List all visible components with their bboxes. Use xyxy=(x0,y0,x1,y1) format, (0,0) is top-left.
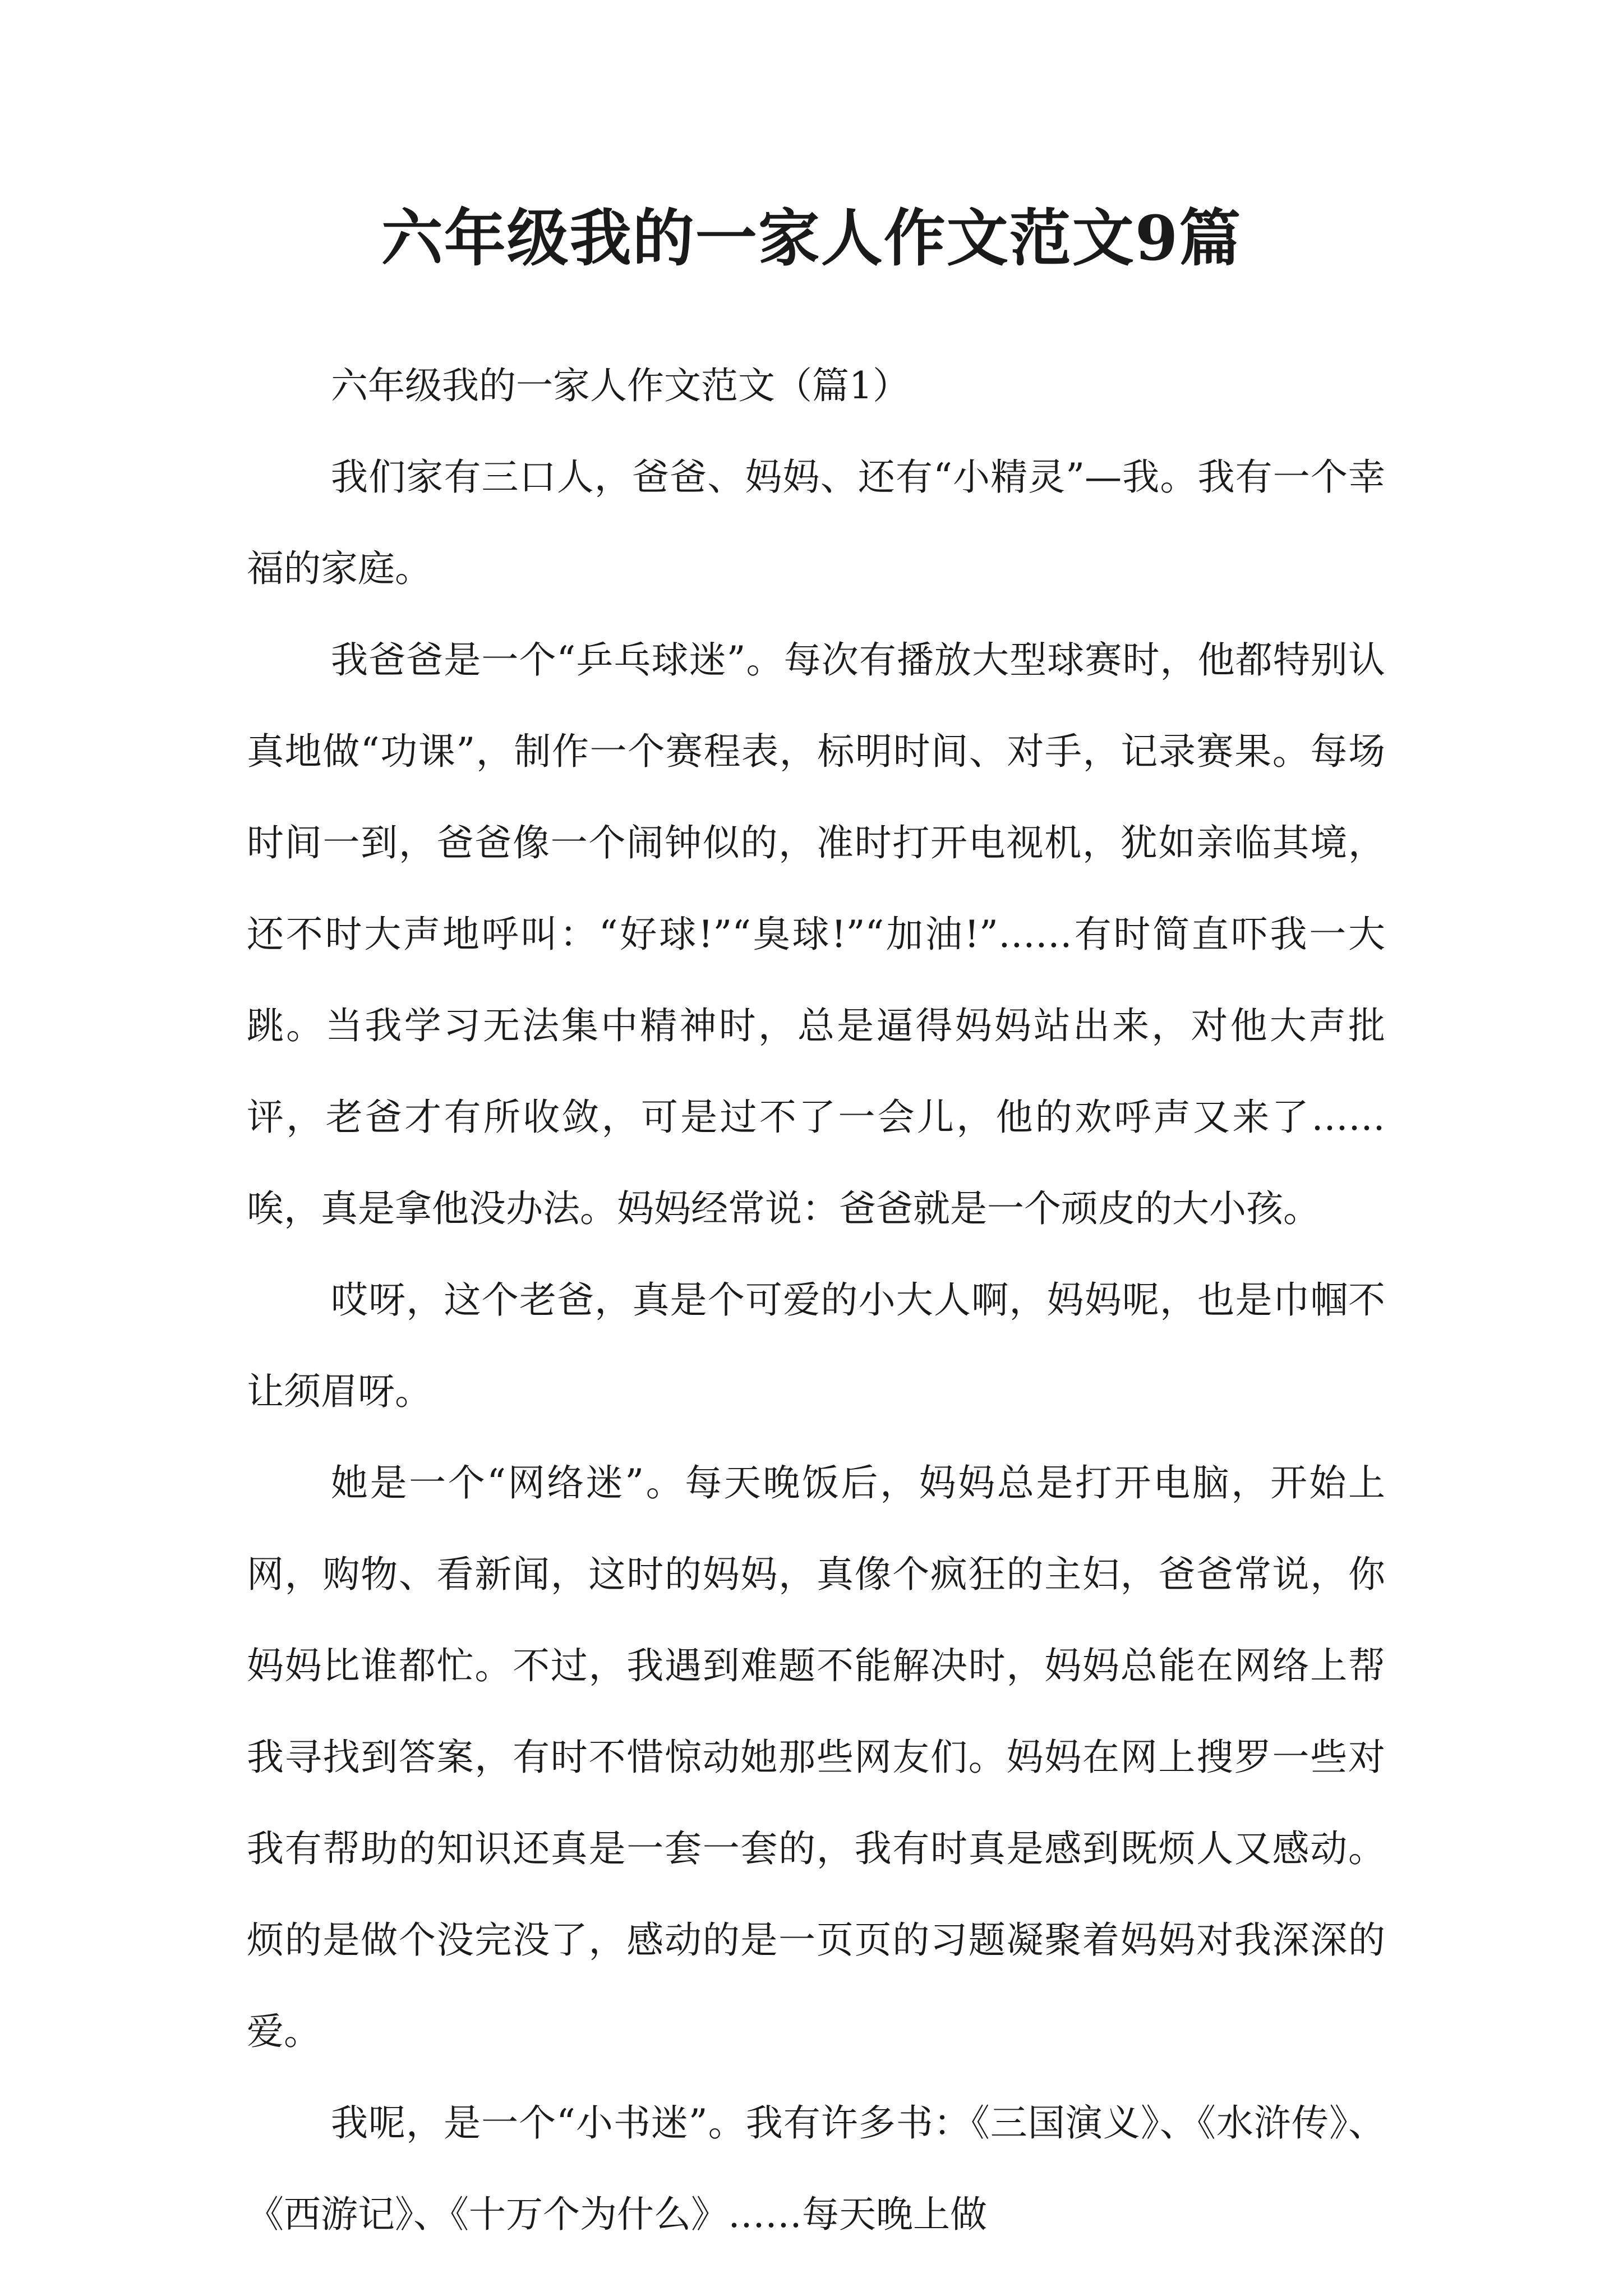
essay-subtitle: 六年级我的一家人作文范文（篇1） xyxy=(331,364,910,407)
document-body xyxy=(247,340,1385,2260)
paragraph-4: 她是一个“网络迷”。每天晚饭后，妈妈总是打开电脑，开始上网，购物、看新闻，这时的妈妈，真像个疯狂的主妇，爸爸常说，你妈妈比谁都忙。不过，我遇到难题不能解决时，妈妈总能在网络上帮我寻找到答案，有时不惜惊动她那些网友们。妈妈在网上搜罗一些对我有帮助的知识还真是一套一套的，我有时真是感到既烦人又感动。烦的是做个没完没了，感动的是一页页的习题凝聚着妈妈对我深深的爱。 xyxy=(247,1461,1385,2053)
paragraph-5: 我呢，是一个“小书迷”。我有许多书：《三国演义》、《水浒传》、《西游记》、《十万个为什么》……每天晚上做 xyxy=(247,2101,1385,2236)
document-title: 六年级我的一家人作文范文9篇 xyxy=(381,202,1242,274)
paragraph-3: 哎呀，这个老爸，真是个可爱的小大人啊，妈妈呢，也是巾帼不让须眉呀。 xyxy=(247,1278,1385,1413)
paragraph-2: 我爸爸是一个“乒乓球迷”。每次有播放大型球赛时，他都特别认真地做“功课”，制作一个赛程表，标明时间、对手，记录赛果。每场时间一到，爸爸像一个闹钟似的，准时打开电视机，犹如亲临其境，还不时大声地呼叫：“好球!”“臭球!”“加油!”……有时简直吓我一大跳。当我学习无法集中精神时，总是逼得妈妈站出来，对他大声批评，老爸才有所收敛，可是过不了一会儿，他的欢呼声又来了……唉，真是拿他没办法。妈妈经常说：爸爸就是一个顽皮的大小孩。 xyxy=(247,638,1385,1230)
paragraph-1: 我们家有三口人，爸爸、妈妈、还有“小精灵”—我。我有一个幸福的家庭。 xyxy=(247,455,1385,590)
